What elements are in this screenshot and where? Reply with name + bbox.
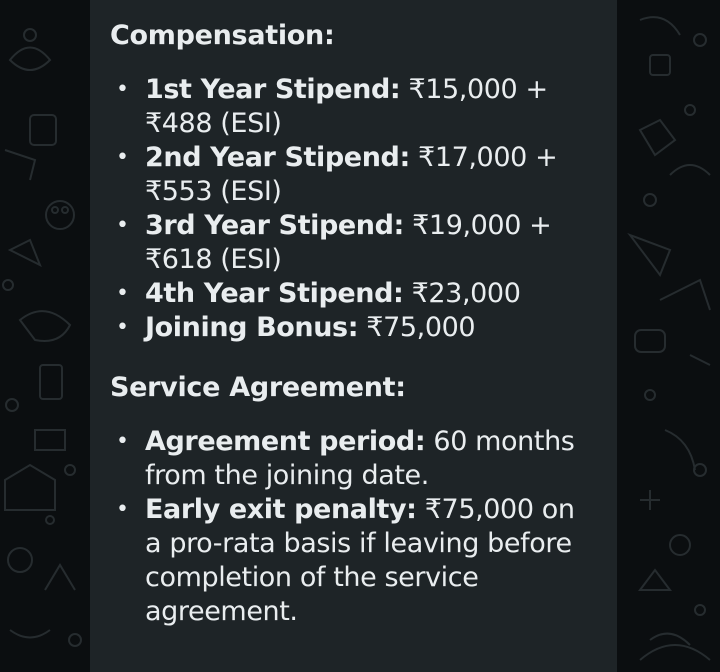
service-agreement-list	[110, 425, 597, 629]
item-value: ₹23,000	[403, 278, 521, 309]
list-item	[110, 425, 597, 493]
item-value: ₹75,000	[358, 312, 476, 343]
message-bubble[interactable]	[90, 0, 617, 672]
item-value: ₹19,000 + ₹618 (ESI)	[145, 210, 552, 275]
bullet: •	[116, 429, 129, 454]
compensation-list	[110, 73, 597, 345]
bullet: •	[116, 281, 129, 306]
compensation-heading: Compensation:	[110, 20, 335, 51]
item-label: Joining Bonus:	[145, 312, 359, 343]
bullet: •	[116, 145, 129, 170]
item-label: 3rd Year Stipend:	[145, 210, 404, 241]
bullet: •	[116, 497, 129, 522]
item-value: ₹17,000 + ₹553 (ESI)	[145, 142, 558, 207]
item-label: Agreement period:	[145, 426, 426, 457]
item-label: 1st Year Stipend:	[145, 74, 401, 105]
list-item	[110, 493, 597, 629]
list-item	[110, 209, 597, 277]
bullet: •	[116, 213, 129, 238]
bullet: •	[116, 315, 129, 340]
bullet: •	[116, 77, 129, 102]
item-label: 4th Year Stipend:	[145, 278, 404, 309]
list-item	[110, 73, 597, 141]
item-value: ₹75,000 on a pro-rata basis if leaving before completion of the service agreement.	[145, 494, 575, 627]
service-agreement-heading: Service Agreement:	[110, 372, 406, 403]
list-item	[110, 311, 597, 345]
item-label: Early exit penalty:	[145, 494, 417, 525]
item-label: 2nd Year Stipend:	[145, 142, 410, 173]
item-value: ₹15,000 + ₹488 (ESI)	[145, 74, 548, 139]
item-value: 60 months from the joining date.	[145, 426, 575, 491]
list-item	[110, 141, 597, 209]
list-item	[110, 277, 597, 311]
